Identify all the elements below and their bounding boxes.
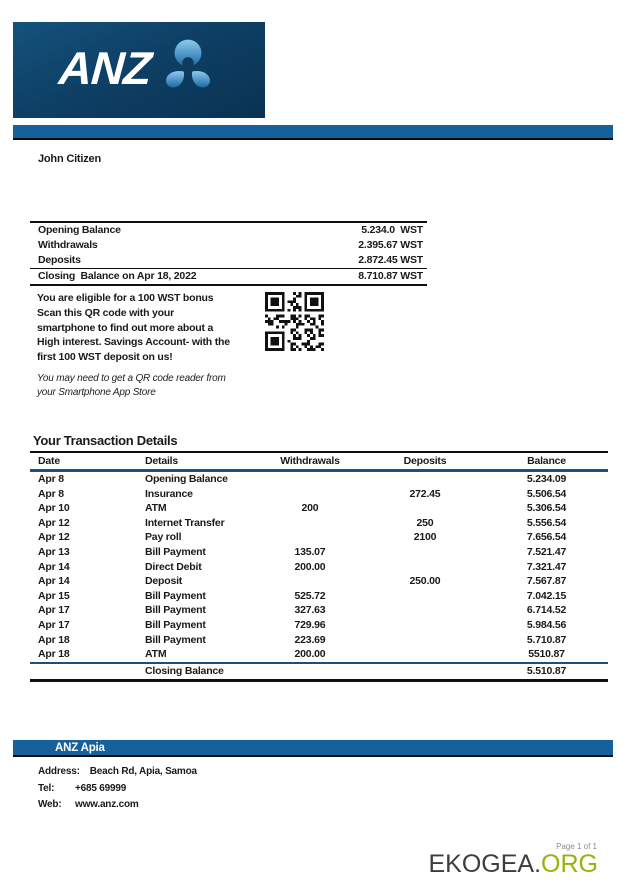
txn-balance: 5.306.54 [526,502,567,515]
txn-balance: 7.656.54 [526,531,567,544]
branch-name: ANZ Apia [55,742,105,754]
transaction-row [30,545,608,560]
txn-date: Apr 15 [38,589,70,602]
txn-deposit: 2100 [413,531,437,544]
txn-withdrawal: 525.72 [294,589,326,602]
txn-details: Deposit [145,575,183,588]
txn-details: Pay roll [145,531,182,544]
closing-balance-value: 5.510.87 [526,664,567,677]
transaction-row [30,501,608,516]
closing-balance-row [30,662,608,683]
txn-withdrawal [255,472,365,487]
note-line: You may need to get a QR code reader from [37,373,226,384]
transaction-row [30,618,608,633]
ekogea-watermark [429,850,599,879]
txn-deposit [365,618,485,633]
txn-date: Apr 14 [38,560,70,573]
txn-deposit [365,589,485,604]
customer-name: John Citizen [38,153,101,165]
tel-label: Tel: [38,782,55,794]
txn-balance: 7.042.15 [526,589,567,602]
promo-line: You are eligible for a 100 WST bonus [37,292,214,304]
transaction-row [30,487,608,502]
transaction-row [30,603,608,618]
transaction-row [30,516,608,531]
transaction-row [30,472,608,487]
tel-row [38,781,197,798]
summary-row [30,268,427,284]
txn-withdrawal [255,574,365,589]
txn-withdrawal: 135.07 [294,545,326,558]
qr-code [265,292,324,351]
txn-details: Bill Payment [145,633,206,646]
col-deposits: Deposits [403,455,447,467]
note-line: your Smartphone App Store [37,387,156,398]
summary-label: Withdrawals [38,238,98,251]
col-date: Date [38,455,60,467]
txn-balance: 6.714.52 [526,604,567,617]
summary-row [30,253,427,268]
address-row [38,764,197,781]
txn-balance: 7.567.87 [526,575,567,588]
summary-value: 2.395.67 WST [358,238,423,251]
transaction-row [30,589,608,604]
summary-value: 5.234.0 WST [361,224,423,236]
transaction-row [30,560,608,575]
transactions-body [30,472,608,662]
ekogea-name: EKOGEA. [428,850,542,878]
txn-balance: 5.556.54 [526,516,567,529]
txn-deposit: 272.45 [409,487,441,500]
col-details: Details [145,455,179,467]
branch-contact [38,764,197,814]
promo-line: Scan this QR code with your [37,306,174,319]
anz-logo-text: ANZ [57,42,153,94]
transaction-row [30,647,608,662]
txn-date: Apr 8 [38,473,64,485]
txn-withdrawal: 223.69 [294,633,326,646]
closing-date [30,664,145,680]
txn-date: Apr 18 [38,648,70,661]
page-number: Page 1 of 1 [556,842,597,851]
address-label: Address: [38,766,80,777]
summary-row [30,238,427,253]
txn-deposit: 250 [416,516,434,529]
txn-date: Apr 10 [38,502,70,515]
txn-date: Apr 8 [38,487,64,500]
txn-withdrawal: 729.96 [294,618,326,631]
web-label: Web: [38,799,62,810]
txn-deposit [365,472,485,487]
summary-label: Opening Balance [38,224,121,236]
txn-details: ATM [145,502,167,515]
txn-balance: 5.984.56 [526,618,567,631]
txn-details: Bill Payment [145,604,206,617]
qr-reader-note [37,372,226,400]
txn-withdrawal: 200.00 [294,648,326,661]
txn-details: Insurance [145,487,193,500]
transaction-row [30,574,608,589]
txn-details: Bill Payment [145,545,206,558]
txn-withdrawal [255,487,365,502]
balance-summary-table [30,221,427,286]
txn-withdrawal: 200 [301,502,319,515]
txn-balance: 5.506.54 [526,487,567,500]
summary-value: 8.710.87 WST [358,269,423,282]
txn-details: Bill Payment [145,589,206,602]
summary-value: 2.872.45 WST [358,253,423,266]
txn-details: Bill Payment [145,618,206,631]
txn-withdrawal [255,530,365,545]
promo-line: smartphone to find out more about a [37,321,214,334]
txn-details: Internet Transfer [145,516,225,529]
txn-withdrawal: 327.63 [294,604,326,617]
col-withdrawals: Withdrawals [280,455,340,467]
txn-date: Apr 13 [38,545,70,558]
promo-text [37,291,287,365]
closing-label: Closing Balance [145,664,224,677]
txn-date: Apr 12 [38,531,70,544]
web-value: www.anz.com [75,799,139,810]
txn-deposit [365,501,485,516]
txn-balance: 5.234.09 [526,473,567,485]
summary-label: Closing Balance on Apr 18, 2022 [38,269,197,282]
txn-withdrawal [255,516,365,531]
transactions-title: Your Transaction Details [33,433,178,448]
transactions-table [30,451,608,682]
branch-bar [13,740,613,757]
txn-date: Apr 14 [38,575,70,588]
txn-deposit [365,545,485,560]
txn-deposit [365,647,485,662]
txn-balance: 7.321.47 [526,560,567,573]
txn-date: Apr 17 [38,604,70,617]
txn-balance: 5.710.87 [526,633,567,646]
txn-deposit [365,560,485,575]
txn-date: Apr 17 [38,618,70,631]
promo-line: High interest. Savings Account- with the [37,336,230,349]
address-value: Beach Rd, Apia, Samoa [89,766,197,777]
txn-deposit: 250.00 [409,575,441,588]
txn-balance: 5510.87 [528,648,565,661]
promo-line: first 100 WST deposit on us! [37,351,173,364]
txn-details: Opening Balance [145,473,228,485]
header-divider-bar [13,125,613,140]
anz-logo [13,22,265,118]
txn-balance: 7.521.47 [526,545,567,558]
txn-date: Apr 18 [38,633,70,646]
txn-details: Direct Debit [145,560,202,573]
txn-details: ATM [145,648,167,661]
transaction-row [30,530,608,545]
txn-deposit [365,633,485,648]
summary-row [30,223,427,238]
tel-value: +685 69999 [75,782,127,794]
txn-deposit [365,603,485,618]
anz-lotus-icon [157,37,219,99]
summary-label: Deposits [38,253,81,266]
ekogea-tld: ORG [541,850,598,878]
transactions-header-row [30,453,608,472]
txn-withdrawal: 200.00 [294,560,326,573]
web-row [38,797,197,814]
transaction-row [30,633,608,648]
col-balance: Balance [527,455,566,467]
txn-date: Apr 12 [38,516,70,529]
